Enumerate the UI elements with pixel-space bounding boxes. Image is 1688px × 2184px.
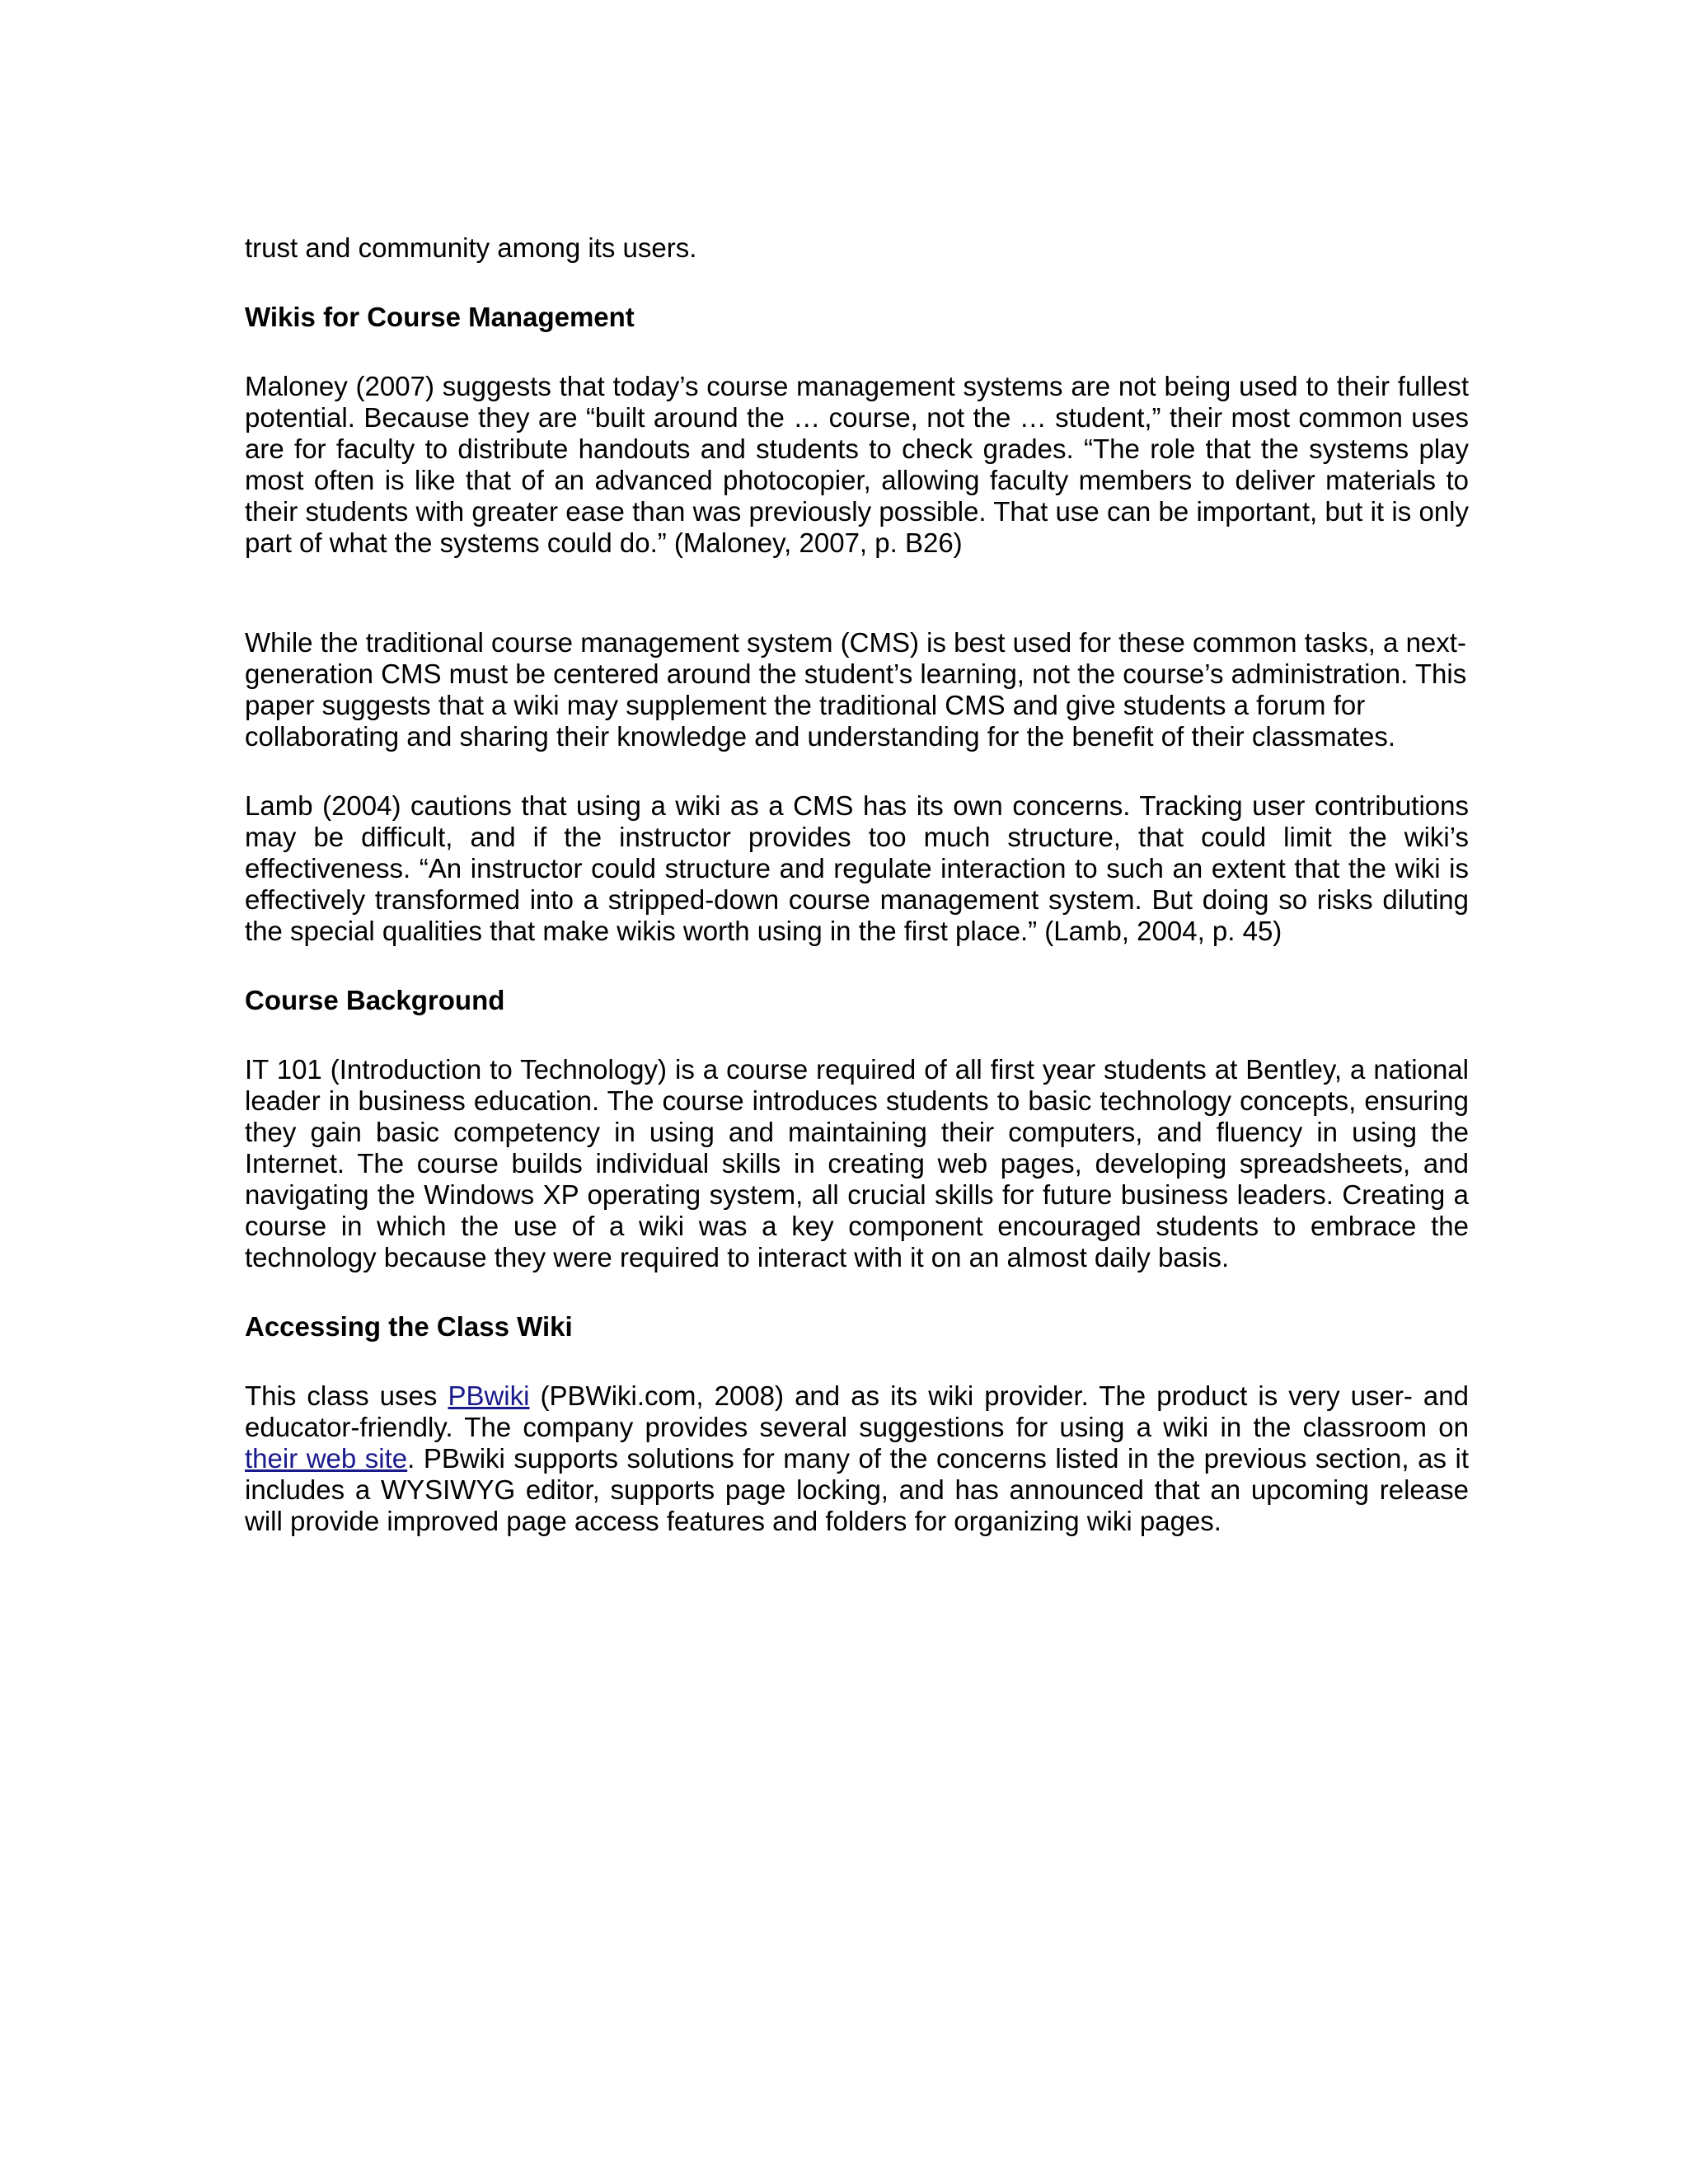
spacer	[245, 1016, 1469, 1054]
heading-wikis-course-management: Wikis for Course Management	[245, 302, 635, 332]
paragraph-lamb: Lamb (2004) cautions that using a wiki as a CMS has its own concerns. Tracking user contributions may be difficult, and if the instructor provides too much structure, that could limit the wiki’s effectiveness. “An instructor could structure and regulate interaction to such an extent that the wiki is effectively transformed into a stripped-down course management system. But doing so risks diluting the special qualities that make wikis worth using in the first place.” (Lamb, 2004, p. 45)	[245, 790, 1469, 946]
spacer	[245, 1343, 1469, 1380]
spacer	[245, 752, 1469, 790]
access-text-part1: This class uses	[245, 1380, 448, 1411]
opening-line: trust and community among its users.	[245, 232, 697, 263]
paragraph-course-background: IT 101 (Introduction to Technology) is a course required of all first year students at Bentley, a national leader in business education. The course introduces students to basic technology concepts, ensuring they gain basic competency in using and maintaining their computers, and fluency in using the Internet. The course builds individual skills in creating web pages, developing spreadsheets, and navigating the Windows XP operating system, all crucial skills for future business leaders. Creating a course in which the use of a wiki was a key component encouraged students to embrace the technology because they were required to interact with it on an almost daily basis.	[245, 1054, 1469, 1272]
spacer	[245, 333, 1469, 371]
heading-accessing-class-wiki: Accessing the Class Wiki	[245, 1311, 573, 1342]
their-web-site-link[interactable]: their web site	[245, 1443, 408, 1474]
paragraph-cms: While the traditional course management system (CMS) is best used for these common tasks, a next-generation CMS must be centered around the student’s learning, not the course’s administration. This paper suggests that a wiki may supplement the traditional CMS and give students a forum for collaborating and sharing their knowledge and understanding for the benefit of their classmates.	[245, 627, 1467, 752]
heading-course-background: Course Background	[245, 985, 505, 1015]
spacer	[245, 1273, 1469, 1311]
spacer	[245, 947, 1469, 985]
access-text-part3: . PBwiki supports solutions for many of the concerns listed in the previous section, as it includes a WYSIWYG editor, supports page locking, and has announced that an upcoming release will provide improved page access features and folders for organizing wiki pages.	[245, 1443, 1469, 1536]
spacer	[245, 559, 1469, 627]
paragraph-accessing-class-wiki	[245, 1380, 1469, 1537]
paragraph-maloney: Maloney (2007) suggests that today’s course management systems are not being used to their fullest potential. Because they are “built around the … course, not the … student,” their most common uses are for faculty to distribute handouts and students to check grades. “The role that the systems play most often is like that of an advanced photocopier, allowing faculty members to deliver materials to their students with greater ease than was previously possible. That use can be important, but it is only part of what the systems could do.” (Maloney, 2007, p. B26)	[245, 371, 1469, 558]
pbwiki-link[interactable]: PBwiki	[448, 1380, 530, 1411]
page-body	[245, 232, 1469, 1537]
access-text-part2: (PBWiki.com, 2008) and as its wiki provider. The product is very user- and educator-friendly. The company provides several suggestions for using a wiki in the classroom on	[245, 1380, 1469, 1442]
spacer	[245, 264, 1469, 302]
